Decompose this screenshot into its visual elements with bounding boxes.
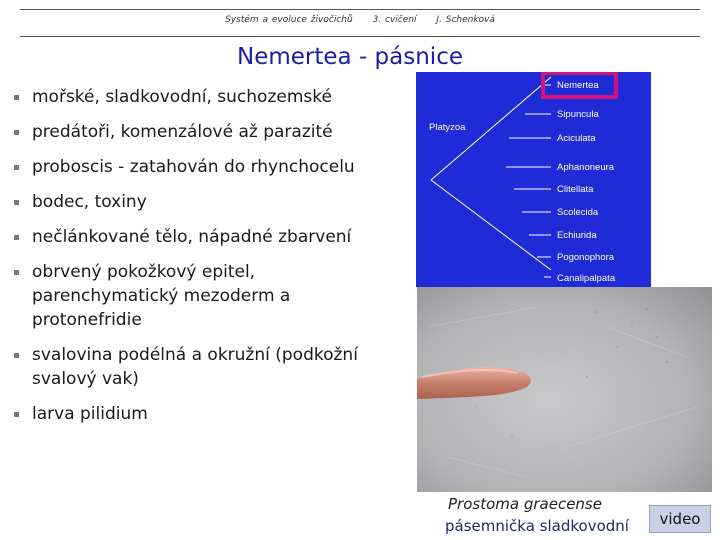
phylogenetic-tree	[416, 72, 651, 287]
bullet-square-icon	[14, 130, 19, 135]
tree-taxon-label: Aphanoneura	[557, 162, 615, 173]
bullet-item	[12, 343, 377, 391]
header-top-rule	[20, 9, 700, 10]
header-session: 3. cvičení	[372, 15, 417, 25]
bullet-square-icon	[14, 412, 19, 417]
tree-taxon-label: Sipuncula	[557, 109, 599, 120]
bullet-text: proboscis - zatahován do rhynchocelu	[32, 157, 355, 177]
tree-labels	[429, 80, 616, 284]
bullet-square-icon	[14, 235, 19, 240]
bullet-item	[12, 225, 407, 249]
header-course: Systém a evoluce živočichů	[225, 15, 353, 25]
tree-taxon-label: Nemertea	[557, 80, 599, 91]
bullet-item	[12, 85, 407, 109]
slide-header	[20, 15, 700, 25]
header-author: J. Schenková	[436, 15, 495, 25]
worm-photo-image	[417, 287, 712, 492]
bullet-item	[12, 120, 407, 144]
tree-taxon-label: Pogonophora	[557, 252, 615, 263]
tree-taxon-label: Clitellata	[557, 184, 594, 195]
bullet-text: mořské, sladkovodní, suchozemské	[32, 87, 332, 107]
bullet-item	[12, 260, 332, 332]
tree-branch	[431, 180, 551, 270]
bullet-square-icon	[14, 165, 19, 170]
tree-group-label: Platyzoa	[429, 122, 466, 133]
tree-taxon-label: Echiurida	[557, 230, 597, 241]
bullet-text: predátoři, komenzálové až parazité	[32, 122, 333, 142]
bullet-square-icon	[14, 353, 19, 358]
bullet-text: nečlánkované tělo, nápadné zbarvení	[32, 227, 352, 247]
tree-branches	[431, 77, 551, 277]
specimen-photo	[417, 287, 712, 492]
bullet-square-icon	[14, 200, 19, 205]
tree-taxon-label: Canalipalpata	[557, 273, 616, 284]
bullet-item	[12, 402, 407, 426]
bullet-text: bodec, toxiny	[32, 192, 147, 212]
tree-taxon-label: Aciculata	[557, 133, 596, 144]
video-button[interactable]: video	[649, 505, 711, 533]
bullet-text: larva pilidium	[32, 404, 148, 424]
common-name-caption: pásemnička sladkovodní	[445, 517, 629, 535]
species-caption: Prostoma graecense	[448, 495, 602, 513]
tree-diagram	[416, 72, 651, 287]
bullet-item	[12, 190, 407, 214]
bullet-item	[12, 155, 407, 179]
slide-title: Nemertea - pásnice	[237, 44, 463, 70]
bullet-square-icon	[14, 95, 19, 100]
bullet-list	[12, 82, 407, 426]
tree-taxon-label: Scolecida	[557, 207, 599, 218]
bullet-text: obrvený pokožkový epitel, parenchymatický mezoderm a protonefridie	[32, 262, 291, 330]
bullet-square-icon	[14, 270, 19, 275]
bullet-text: svalovina podélná a okružní (podkožní svalový vak)	[32, 345, 358, 389]
header-bottom-rule	[20, 36, 700, 37]
